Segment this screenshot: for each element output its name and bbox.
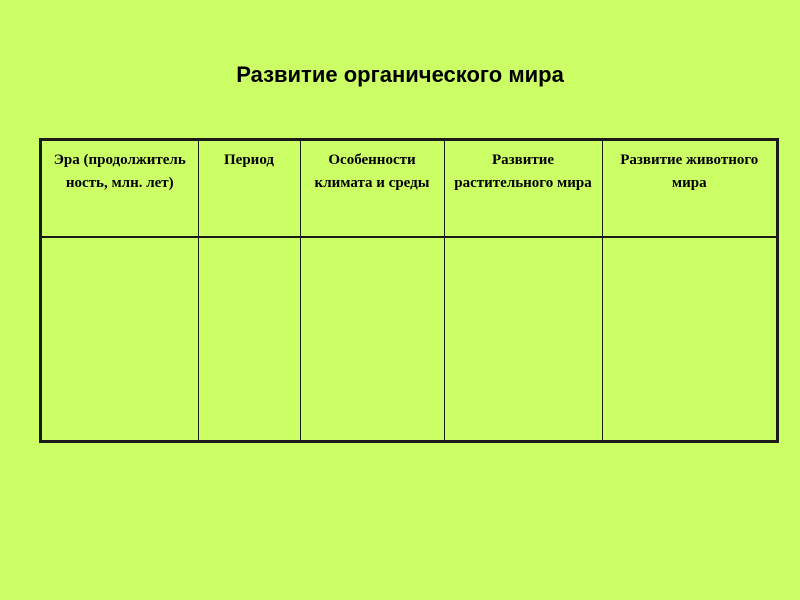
cell-period bbox=[198, 237, 300, 440]
organic-world-table bbox=[42, 141, 776, 440]
header-climate: Особенности климата и среды bbox=[300, 141, 444, 237]
cell-era bbox=[42, 237, 198, 440]
slide-title: Развитие органического мира bbox=[236, 62, 564, 87]
header-era: Эра (продолжитель ность, млн. лет) bbox=[42, 141, 198, 237]
cell-climate bbox=[300, 237, 444, 440]
cell-plant-development bbox=[444, 237, 602, 440]
header-animal-development: Развитие животного мира bbox=[602, 141, 776, 237]
header-period: Период bbox=[198, 141, 300, 237]
table-header-row bbox=[42, 141, 776, 237]
table-frame bbox=[39, 138, 779, 443]
table-row bbox=[42, 237, 776, 440]
cell-animal-development bbox=[602, 237, 776, 440]
header-plant-development: Развитие растительного мира bbox=[444, 141, 602, 237]
